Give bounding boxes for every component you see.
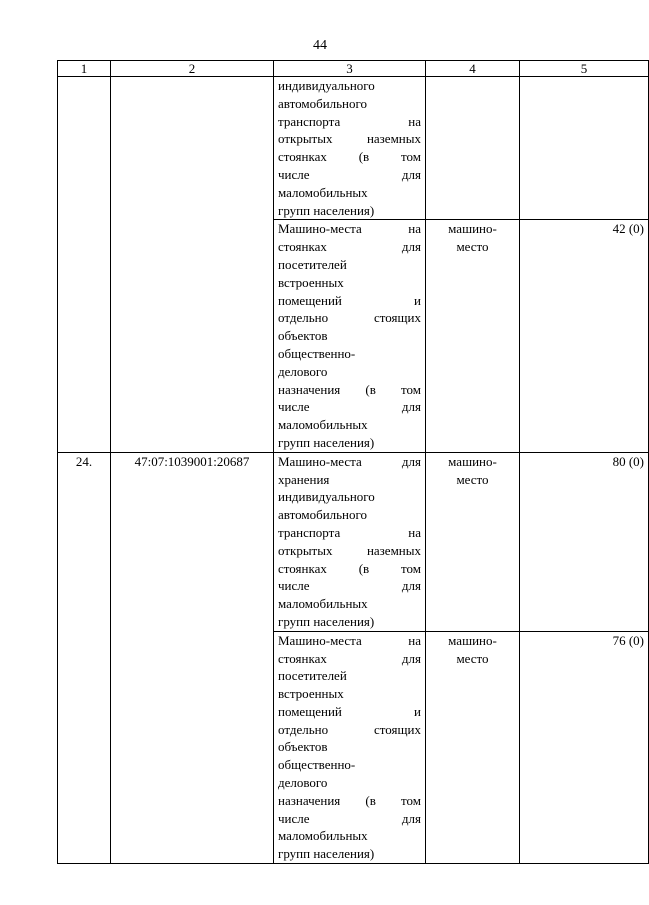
name-line <box>278 77 421 95</box>
name-word: стоящих <box>374 310 421 326</box>
name-line <box>278 650 421 668</box>
unit-cell <box>426 77 520 220</box>
name-word: маломобильных <box>278 596 368 612</box>
table-row <box>58 452 649 631</box>
name-word: открытых <box>278 131 333 147</box>
name-line <box>278 95 421 113</box>
name-word: для <box>401 578 421 594</box>
name-word: Машино-места <box>278 453 362 469</box>
name-word: и <box>414 292 421 308</box>
name-word: встроенных <box>278 686 344 702</box>
name-word: на <box>408 524 421 540</box>
name-word: стоянках <box>278 650 327 666</box>
cadastral-number-cell <box>111 77 274 453</box>
name-word: транспорта <box>278 524 341 540</box>
unit-cell: машино- место <box>426 631 520 863</box>
name-word: посетителей <box>278 668 347 684</box>
cadastral-number-cell: 47:07:1039001:20687 <box>111 452 274 863</box>
page-number: 44 <box>313 38 327 53</box>
name-line <box>278 434 421 452</box>
name-word: на <box>408 113 421 129</box>
name-word: том <box>401 792 421 808</box>
name-word: том <box>400 149 421 165</box>
name-word: (в <box>365 792 376 808</box>
name-word: стоящих <box>374 721 421 737</box>
name-line <box>278 577 421 595</box>
unit-cell: машино- место <box>426 220 520 452</box>
name-word: наземных <box>366 542 421 558</box>
name-line <box>278 506 421 524</box>
name-line <box>278 703 421 721</box>
name-line <box>278 148 421 166</box>
name-word: открытых <box>278 542 333 558</box>
name-word: объектов <box>278 328 328 344</box>
name-line <box>278 453 421 471</box>
name-word: объектов <box>278 739 328 755</box>
name-word: маломобильных <box>278 828 368 844</box>
name-line <box>278 774 421 792</box>
column-header-3: 3 <box>274 61 426 77</box>
name-line <box>278 524 421 542</box>
name-word: Машино-места <box>278 221 362 237</box>
name-line <box>278 560 421 578</box>
name-word: на <box>408 221 421 237</box>
name-line <box>278 738 421 756</box>
name-word: для <box>401 810 421 826</box>
name-line <box>278 398 421 416</box>
name-word: стоянках <box>278 149 327 165</box>
name-word: (в <box>358 149 370 165</box>
name-word: групп населения) <box>278 613 375 629</box>
column-header-5: 5 <box>520 61 649 77</box>
name-word: индивидуального <box>278 489 375 505</box>
name-word: хранения <box>278 471 330 487</box>
name-word: групп населения) <box>278 846 375 862</box>
name-word: числе <box>278 166 310 182</box>
name-word: для <box>401 453 421 469</box>
value-cell: 80 (0) <box>520 452 649 631</box>
name-word: помещений <box>278 292 342 308</box>
name-line <box>278 416 421 434</box>
name-line <box>278 595 421 613</box>
name-word: для <box>401 399 421 415</box>
table-header-row <box>58 61 649 77</box>
unit-cell: машино- место <box>426 452 520 631</box>
name-word: числе <box>278 810 310 826</box>
column-header-4: 4 <box>426 61 520 77</box>
object-name-cell <box>274 631 426 863</box>
name-word: (в <box>365 381 376 397</box>
name-line <box>278 184 421 202</box>
name-line <box>278 113 421 131</box>
name-word: автомобильного <box>278 95 368 111</box>
name-word: стоянках <box>278 239 327 255</box>
object-name-cell <box>274 452 426 631</box>
name-word: на <box>408 632 421 648</box>
object-name-cell <box>274 220 426 452</box>
name-line <box>278 381 421 399</box>
name-line <box>278 309 421 327</box>
name-word: маломобильных <box>278 184 368 200</box>
name-line <box>278 685 421 703</box>
name-word: том <box>400 560 421 576</box>
name-word: общественно- <box>278 757 356 773</box>
value-cell: 76 (0) <box>520 631 649 863</box>
table-row <box>58 77 649 220</box>
name-line <box>278 256 421 274</box>
column-header-2: 2 <box>111 61 274 77</box>
name-word: посетителей <box>278 256 347 272</box>
name-word: для <box>401 650 421 666</box>
name-line <box>278 542 421 560</box>
name-line <box>278 667 421 685</box>
name-line <box>278 488 421 506</box>
row-number-cell <box>58 77 111 453</box>
name-word: индивидуального <box>278 78 375 93</box>
column-header-1: 1 <box>58 61 111 77</box>
name-line <box>278 166 421 184</box>
name-word: для <box>401 166 421 182</box>
name-line <box>278 471 421 489</box>
name-word: маломобильных <box>278 417 368 433</box>
name-word: и <box>414 703 421 719</box>
value-cell <box>520 77 649 220</box>
name-line <box>278 363 421 381</box>
name-word: встроенных <box>278 274 344 290</box>
row-number-cell: 24. <box>58 452 111 863</box>
value-cell: 42 (0) <box>520 220 649 452</box>
name-word: делового <box>278 775 328 791</box>
name-line <box>278 292 421 310</box>
name-word: назначения <box>278 381 341 397</box>
name-word: числе <box>278 399 310 415</box>
name-word: том <box>401 381 421 397</box>
name-word: для <box>401 239 421 255</box>
object-name-cell <box>274 77 426 220</box>
name-line <box>278 756 421 774</box>
name-word: общественно- <box>278 345 356 361</box>
name-line <box>278 130 421 148</box>
name-word: наземных <box>366 131 421 147</box>
name-line <box>278 845 421 863</box>
name-word: делового <box>278 363 328 379</box>
name-word: транспорта <box>278 113 341 129</box>
name-line <box>278 238 421 256</box>
name-line <box>278 792 421 810</box>
name-line <box>278 274 421 292</box>
name-line <box>278 613 421 631</box>
name-word: (в <box>358 560 370 576</box>
name-word: числе <box>278 578 310 594</box>
name-line <box>278 327 421 345</box>
name-line <box>278 220 421 238</box>
name-word: групп населения) <box>278 434 375 450</box>
name-line <box>278 721 421 739</box>
name-word: групп населения) <box>278 202 375 218</box>
name-line <box>278 345 421 363</box>
name-word: отдельно <box>278 721 329 737</box>
name-line <box>278 810 421 828</box>
name-word: Машино-места <box>278 632 362 648</box>
name-line <box>278 827 421 845</box>
name-word: помещений <box>278 703 342 719</box>
name-line <box>278 632 421 650</box>
name-word: стоянках <box>278 560 327 576</box>
name-line <box>278 202 421 220</box>
parking-table <box>57 60 649 864</box>
name-word: назначения <box>278 792 341 808</box>
name-word: автомобильного <box>278 507 368 523</box>
name-word: отдельно <box>278 310 329 326</box>
